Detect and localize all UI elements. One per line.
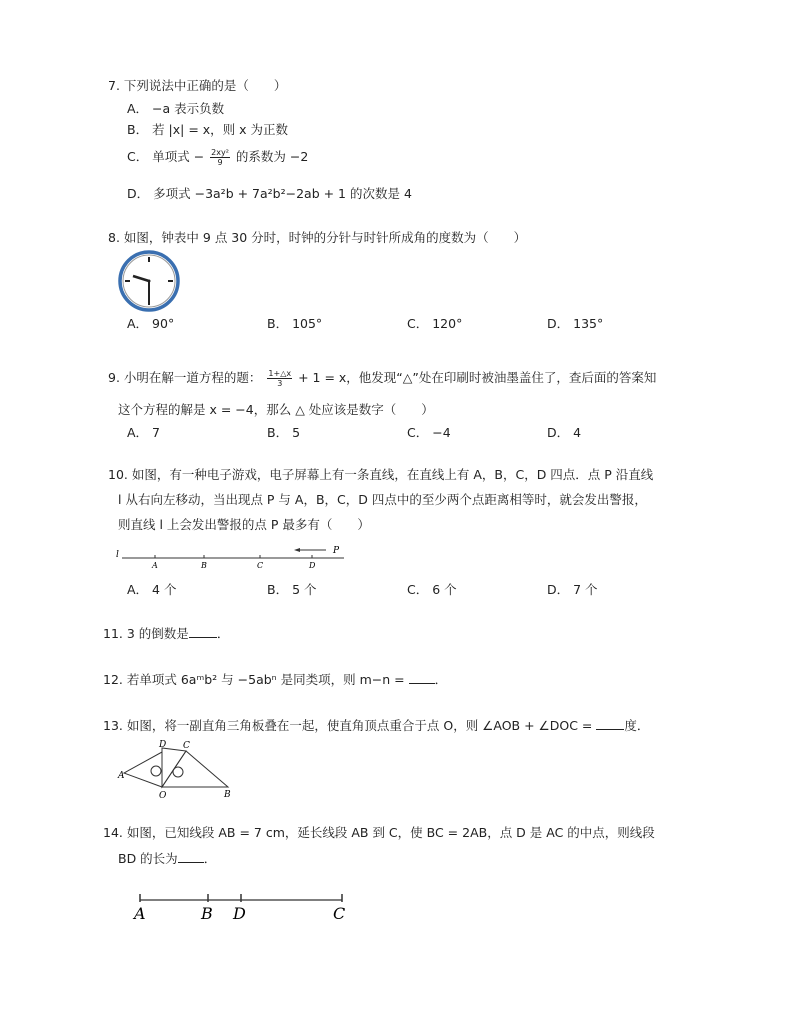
label-l: l [116, 550, 119, 560]
question-stem: 如图，有一种电子游戏，电子屏幕上有一条直线，在直线上有 A，B，C，D 四点．点 P 沿直线 [131, 467, 654, 482]
option-b [267, 581, 317, 599]
option-label: B． [267, 582, 289, 597]
question-10-line-2 [118, 491, 647, 509]
option-b [267, 315, 322, 333]
option-text: 105° [292, 316, 323, 331]
option-c [407, 424, 451, 442]
label-c: C [183, 741, 190, 751]
option-label: D． [547, 425, 570, 440]
option-label: B． [127, 122, 149, 137]
question-8 [108, 229, 526, 247]
option-label: A． [127, 101, 149, 116]
question-stem: + 1 = x，他发现“△”处在印刷时被油墨盖住了，查后面的答案知 [298, 370, 657, 385]
question-stem: 如图，已知线段 AB = 7 cm，延长线段 AB 到 C，使 BC = 2AB，点 D 是 AC 的中点，则线段 [126, 825, 655, 840]
label-c: C [333, 904, 346, 923]
option-d [547, 424, 581, 442]
option-d [547, 581, 598, 599]
question-12 [103, 671, 447, 689]
option-label: C． [407, 316, 429, 331]
option-text: 5 [292, 425, 301, 440]
question-stem: 下列说法中正确的是（ ） [123, 78, 287, 93]
label-p: P [333, 546, 340, 556]
label-d: D [159, 740, 167, 750]
option-b [127, 121, 288, 139]
option-a [127, 424, 160, 442]
fraction-denominator: 9 [217, 158, 223, 167]
question-stem: 如图，将一副直角三角板叠在一起，使直角顶点重合于点 O，则 ∠AOB + ∠DOC = [126, 718, 597, 733]
question-stem: 这个方程的解是 x = −4，那么 △ 处应该是数字（ ） [118, 402, 434, 417]
question-7 [108, 77, 286, 95]
option-a [127, 100, 224, 118]
option-text: 7 个 [573, 582, 598, 597]
question-number: 8. [108, 230, 120, 245]
answer-blank[interactable] [409, 671, 435, 684]
option-text: 5 个 [292, 582, 317, 597]
question-stem: ． [216, 626, 230, 641]
option-text: 135° [573, 316, 604, 331]
option-label: D． [547, 582, 570, 597]
option-text: 4 [573, 425, 582, 440]
question-9 [108, 366, 656, 390]
option-c [407, 315, 462, 333]
option-label: B． [267, 316, 289, 331]
option-d [127, 185, 412, 203]
label-a: A [152, 561, 158, 570]
option-text: 多项式 −3a²b + 7a²b²−2ab + 1 的次数是 4 [153, 186, 412, 201]
answer-blank[interactable] [189, 625, 217, 638]
option-a [127, 581, 176, 599]
option-text: 120° [432, 316, 463, 331]
clock-figure [118, 250, 182, 312]
question-number: 7. [108, 78, 120, 93]
question-number: 14. [103, 825, 123, 840]
option-text: 7 [152, 425, 160, 440]
question-stem: ． [434, 672, 448, 687]
question-stem: ． [203, 851, 217, 866]
option-d [547, 315, 603, 333]
option-label: A． [127, 316, 149, 331]
option-text: 若 |x| = x，则 x 为正数 [152, 122, 289, 137]
question-stem: 3 的倒数是 [126, 626, 189, 641]
option-c [127, 148, 308, 167]
question-9-line-2 [118, 401, 434, 419]
answer-blank[interactable] [178, 850, 204, 863]
option-c [407, 581, 457, 599]
label-b: B [224, 790, 231, 800]
triangles-figure [118, 738, 238, 800]
fraction-denominator: 3 [277, 379, 283, 388]
option-label: D． [547, 316, 570, 331]
question-14-line-2 [118, 850, 216, 868]
question-stem: 则直线 l 上会发出警报的点 P 最多有（ ） [118, 517, 370, 532]
question-stem: BD 的长为 [118, 851, 178, 866]
option-label: D． [127, 186, 150, 201]
option-text: −a 表示负数 [152, 101, 225, 116]
question-11 [103, 625, 229, 643]
fraction [267, 369, 292, 388]
option-label: A． [127, 582, 149, 597]
option-text: 90° [152, 316, 175, 331]
label-b: B [201, 904, 213, 923]
option-label: C． [407, 425, 429, 440]
fraction [210, 148, 230, 167]
label-d: D [309, 561, 316, 570]
question-10 [108, 466, 653, 484]
question-stem: 度． [624, 718, 650, 733]
label-a: A [118, 771, 125, 781]
line-game-figure [112, 540, 352, 572]
question-stem: 小明在解一道方程的题： [123, 370, 262, 385]
question-number: 10. [108, 467, 128, 482]
option-text: 4 个 [152, 582, 177, 597]
option-label: A． [127, 425, 149, 440]
question-number: 9. [108, 370, 120, 385]
answer-blank[interactable] [596, 717, 624, 730]
option-text: 单项式 − [152, 149, 205, 164]
fraction-numerator: 1+△x [268, 369, 292, 378]
question-stem: 若单项式 6aᵐb² 与 −5abⁿ 是同类项，则 m−n = [126, 672, 409, 687]
segment-figure [130, 890, 360, 924]
label-b: B [201, 561, 207, 570]
question-10-line-3 [118, 516, 370, 534]
question-number: 13. [103, 718, 123, 733]
label-d: D [233, 904, 246, 923]
option-a [127, 315, 174, 333]
question-stem: 如图，钟表中 9 点 30 分时，时钟的分针与时针所成角的度数为（ ） [123, 230, 527, 245]
option-b [267, 424, 300, 442]
question-number: 12. [103, 672, 123, 687]
option-label: C． [127, 149, 149, 164]
label-c: C [257, 561, 264, 570]
option-label: C． [407, 582, 429, 597]
question-13 [103, 717, 649, 735]
label-a: A [134, 904, 146, 923]
fraction-numerator: 2xy² [211, 148, 229, 157]
option-text: 6 个 [432, 582, 457, 597]
option-text: −4 [432, 425, 451, 440]
label-o: O [159, 791, 167, 801]
option-text: 的系数为 −2 [235, 149, 309, 164]
question-stem: l 从右向左移动，当出现点 P 与 A，B，C，D 四点中的至少两个点距离相等时，就会发出警报， [118, 492, 647, 507]
question-number: 11. [103, 626, 123, 641]
option-label: B． [267, 425, 289, 440]
question-14 [103, 824, 655, 842]
